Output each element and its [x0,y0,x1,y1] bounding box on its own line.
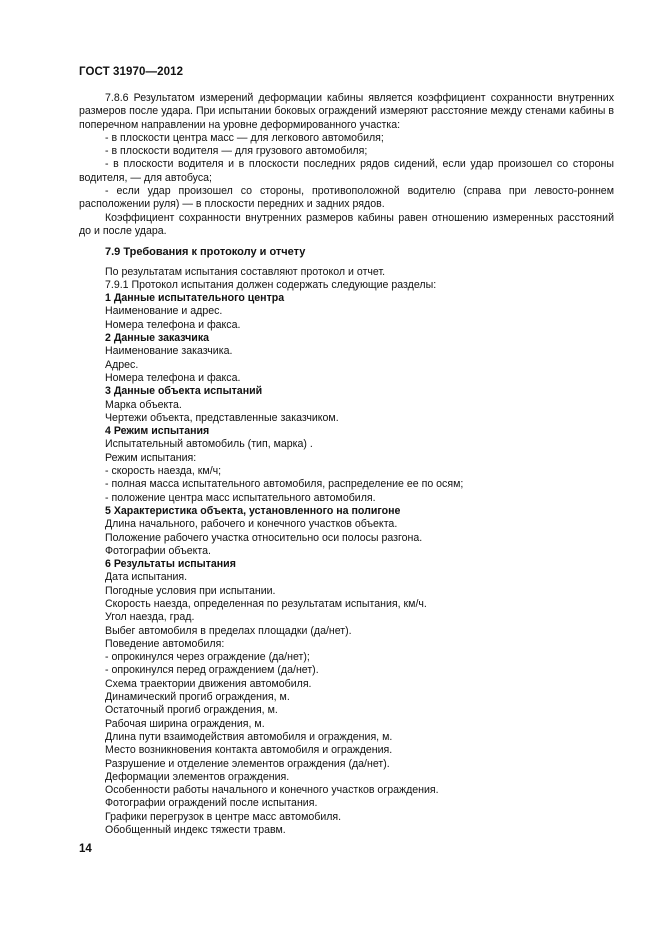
list-line: 7.9.1 Протокол испытания должен содержать следующие разделы: [105,278,437,291]
list-line: Рабочая ширина ограждения, м. [105,717,265,730]
list-line: Графики перегрузок в центре масс автомобиля. [105,810,342,823]
paragraph: Коэффициент сохранности внутренних размеров кабины равен отношению измеренных расстояний до и после удара. [79,211,614,237]
list-line: Схема траектории движения автомобиля. [105,677,312,690]
paragraph: - в плоскости водителя и в плоскости последних рядов сидений, если удар произошел со стороны водителя, — для автобуса; [79,158,614,184]
list-line: Обобщенный индекс тяжести травм. [105,824,286,837]
list-line: Марка объекта. [105,398,182,411]
list-line: Выбег автомобиля в пределах площадки (да/нет). [105,624,352,637]
list-line: Остаточный прогиб ограждения, м. [105,704,278,717]
list-line: Динамический прогиб ограждения, м. [105,691,290,704]
list-line: Место возникновения контакта автомобиля и ограждения. [105,744,393,757]
list-line: Наименование заказчика. [105,345,233,358]
paragraph: 7.8.6 Результатом измерений деформации кабины является коэффициент сохранности внутренних размеров после удара. При испытании боковых ограждений измеряют расстояние между стенами кабины в поперечном направлении на уровне деформированного участка: [79,92,614,131]
page-number: 14 [79,843,92,855]
section-title: 7.9 Требования к протоколу и отчету [105,246,306,259]
subsection-heading: 2 Данные заказчика [105,332,210,345]
list-line: Фотографии ограждений после испытания. [105,797,318,810]
list-line: - опрокинулся через ограждение (да/нет); [105,651,310,664]
list-line: Погодные условия при испытании. [105,584,276,597]
subsection-heading: 1 Данные испытательного центра [105,292,285,305]
document-body [79,92,614,837]
list-line: Длина пути взаимодействия автомобиля и ограждения, м. [105,730,393,743]
list-line: Адрес. [105,358,139,371]
protocol-contents-list [105,266,614,838]
list-line: Деформации элементов ограждения. [105,770,290,783]
paragraph: - в плоскости центра масс — для легкового автомобиля; [105,131,384,144]
list-line: Особенности работы начального и конечного участков ограждения. [105,784,439,797]
list-line: - скорость наезда, км/ч; [105,465,222,478]
list-line: - положение центра масс испытательного автомобиля. [105,491,376,504]
document-header: ГОСТ 31970—2012 [79,66,184,78]
list-line: Режим испытания: [105,451,197,464]
list-line: Номера телефона и факса. [105,371,241,384]
subsection-heading: 6 Результаты испытания [105,558,236,571]
list-line: - полная масса испытательного автомобиля, распределение ее по осям; [105,478,464,491]
list-line: Номера телефона и факса. [105,318,241,331]
list-line: Поведение автомобиля: [105,637,225,650]
list-line: - опрокинулся перед ограждением (да/нет). [105,664,319,677]
subsection-heading: 3 Данные объекта испытаний [105,385,263,398]
list-line: Разрушение и отделение элементов ограждения (да/нет). [105,757,390,770]
subsection-heading: 5 Характеристика объекта, установленного на полигоне [105,504,401,517]
list-line: Скорость наезда, определенная по результатам испытания, км/ч. [105,597,427,610]
list-line: Длина начального, рабочего и конечного участков объекта. [105,518,398,531]
list-line: Угол наезда, град. [105,611,195,624]
list-line: Положение рабочего участка относительно оси полосы разгона. [105,531,423,544]
list-line: Наименование и адрес. [105,305,223,318]
paragraph: - если удар произошел со стороны, противоположной водителю (справа при левосто-роннем расположении руля) — в плоскости передних и задних рядов. [79,185,614,211]
subsection-heading: 4 Режим испытания [105,425,210,438]
paragraph: - в плоскости водителя — для грузового автомобиля; [105,145,368,158]
list-line: Дата испытания. [105,571,188,584]
list-line: Испытательный автомобиль (тип, марка) . [105,438,313,451]
list-line: По результатам испытания составляют протокол и отчет. [105,265,386,278]
list-line: Фотографии объекта. [105,544,211,557]
list-line: Чертежи объекта, представленные заказчиком. [105,411,339,424]
